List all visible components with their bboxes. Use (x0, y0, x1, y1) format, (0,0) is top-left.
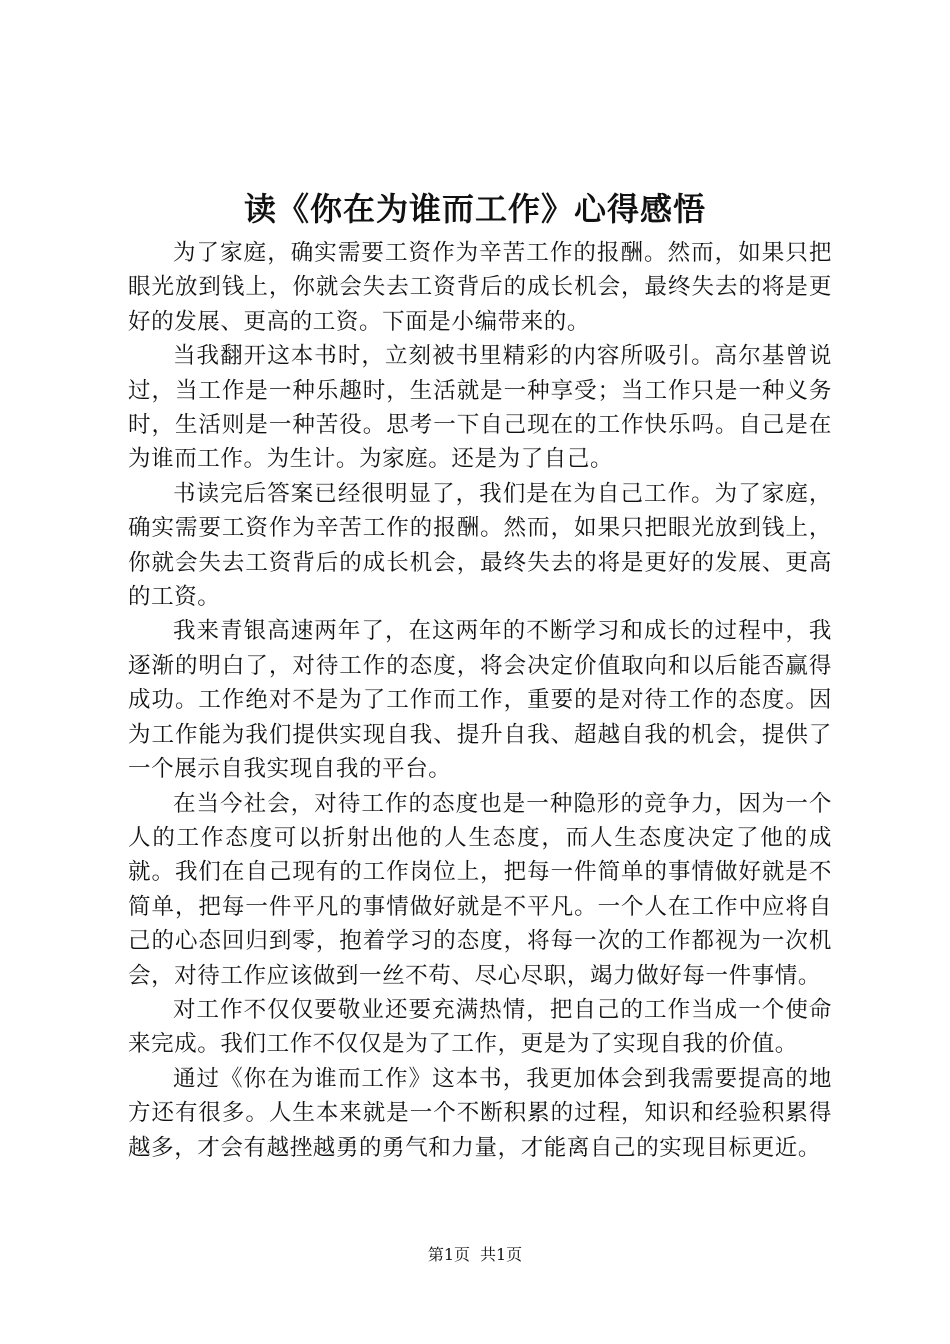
document-title: 读《你在为谁而工作》心得感悟 (243, 190, 706, 228)
paragraph-2: 当我翻开这本书时，立刻被书里精彩的内容所吸引。高尔基曾说过，当工作是一种乐趣时，生活就是一种享受；当工作只是一种义务时，生活则是一种苦役。思考一下自己现在的工作快乐吗。自己是在为谁而工作。为生计。为家庭。还是为了自己。 (128, 343, 832, 473)
paragraph-6: 对工作不仅仅要敬业还要充满热情，把自己的工作当成一个使命来完成。我们工作不仅仅是为了工作，更是为了实现自我的价值。 (128, 996, 832, 1058)
document-body (128, 236, 832, 1165)
paragraph-4: 我来青银高速两年了，在这两年的不断学习和成长的过程中，我逐渐的明白了，对待工作的态度，将会决定价值取向和以后能否赢得成功。工作绝对不是为了工作而工作，重要的是对待工作的态度。因为工作能为我们提供实现自我、提升自我、超越自我的机会，提供了一个展示自我实现自我的平台。 (128, 618, 832, 783)
paragraph-7: 通过《你在为谁而工作》这本书，我更加体会到我需要提高的地方还有很多。人生本来就是一个不断积累的过程，知识和经验积累得越多，才会有越挫越勇的勇气和力量，才能离自己的实现目标更近。 (128, 1065, 832, 1161)
page-count: 共1页 (480, 1245, 523, 1264)
page-number: 第1页 (427, 1245, 470, 1264)
page-footer (0, 1244, 950, 1266)
paragraph-3: 书读完后答案已经很明显了，我们是在为自己工作。为了家庭，确实需要工资作为辛苦工作的报酬。然而，如果只把眼光放到钱上，你就会失去工资背后的成长机会，最终失去的将是更好的发展、更高的工资。 (128, 480, 832, 611)
paragraph-1: 为了家庭，确实需要工资作为辛苦工作的报酬。然而，如果只把眼光放到钱上，你就会失去工资背后的成长机会，最终失去的将是更好的发展、更高的工资。下面是小编带来的。 (128, 240, 832, 335)
paragraph-5: 在当今社会，对待工作的态度也是一种隐形的竞争力，因为一个人的工作态度可以折射出他的人生态度，而人生态度决定了他的成就。我们在自己现有的工作岗位上，把每一件简单的事情做好就是不简单，把每一件平凡的事情做好就是不平凡。一个人在工作中应将自己的心态回归到零，抱着学习的态度，将每一次的工作都视为一次机会，对待工作应该做到一丝不苟、尽心尽职，竭力做好每一件事情。 (128, 790, 832, 989)
